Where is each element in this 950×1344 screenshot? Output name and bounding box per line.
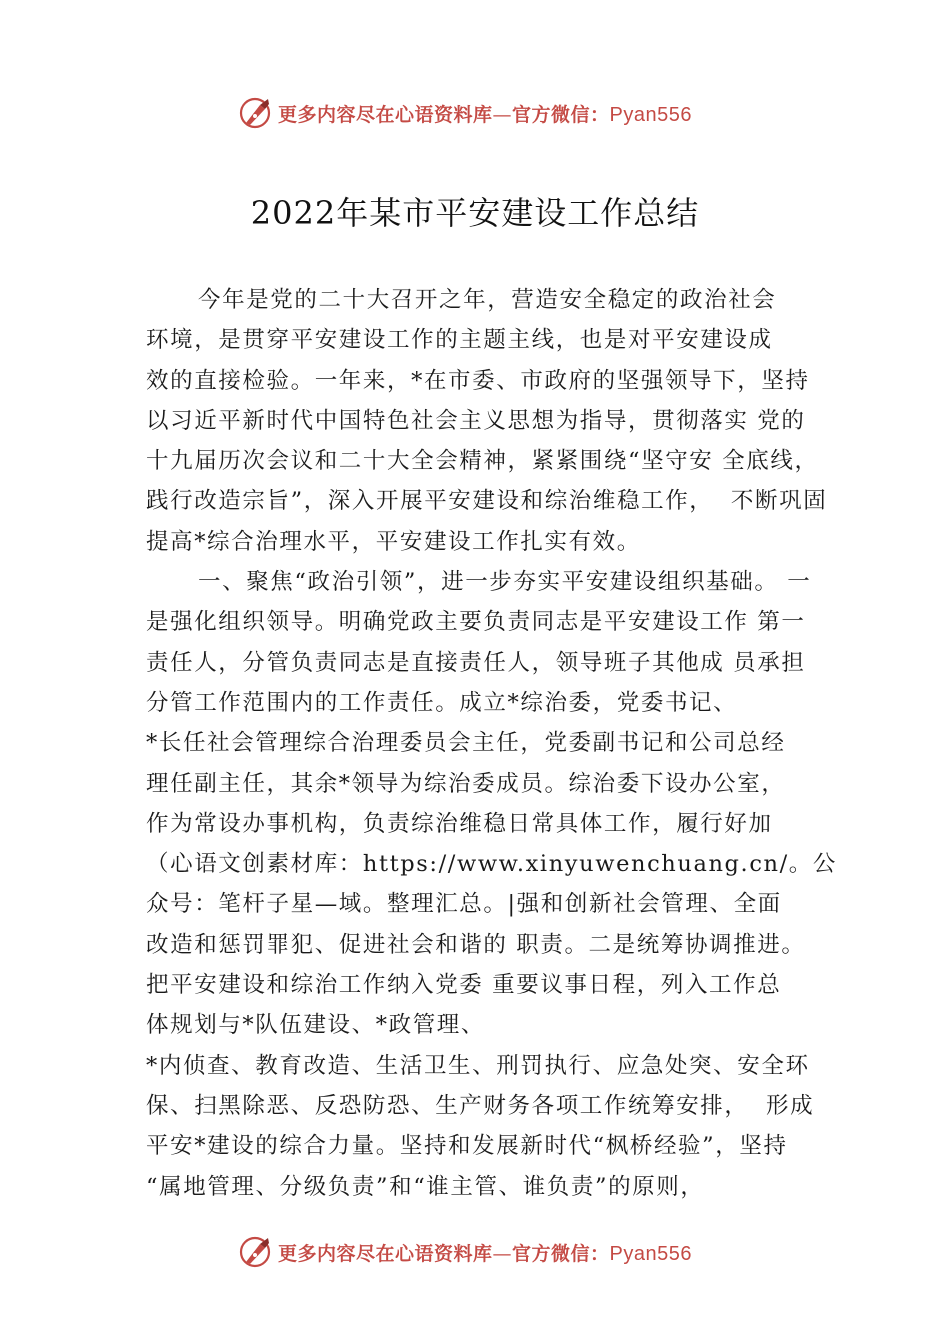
body-line: 分管工作范围内的工作责任。成立*综治委，党委书记、	[146, 689, 738, 716]
body-line: 以习近平新时代中国特色社会主义思想为指导，贯彻落实 党的	[146, 407, 806, 434]
body-line: 理任副主任，其余*领导为综治委成员。综治委下设办公室，	[146, 770, 786, 797]
footer-wechat-id: Pyan556	[609, 1242, 692, 1265]
footer-banner-separator: —	[492, 1242, 513, 1265]
header-banner-separator: —	[492, 103, 513, 126]
body-line: 十九届历次会议和二十大全会精神，紧紧围绕“坚守安 全底线，	[146, 448, 819, 475]
footer-banner	[238, 1232, 692, 1272]
header-wechat-id: Pyan556	[609, 103, 692, 126]
pen-nib-logo-icon	[238, 1234, 274, 1270]
body-line: 体规划与*队伍建设、*政管理、	[146, 1012, 486, 1039]
footer-banner-text	[278, 1239, 692, 1266]
body-line: 把平安建设和综治工作纳入党委 重要议事日程，列入工作总	[146, 972, 782, 999]
header-banner-main: 更多内容尽在心语资料库	[278, 103, 493, 126]
body-line: *内侦查、教育改造、生活卫生、刑罚执行、应急处突、安全环	[146, 1052, 810, 1079]
body-line: 提高*综合治理水平，平安建设工作扎实有效。	[146, 528, 641, 555]
body-line: 平安*建设的综合力量。坚持和发展新时代“枫桥经验”，坚持	[146, 1133, 788, 1160]
footer-banner-main: 更多内容尽在心语资料库	[278, 1242, 493, 1265]
header-banner-text	[278, 100, 692, 127]
body-line: “属地管理、分级负责”和“谁主管、谁负责”的原则，	[146, 1173, 705, 1200]
body-line: 众号：笔杆子星—域。整理汇总。|强和创新社会管理、全面	[146, 891, 782, 918]
body-line: 保、扫黑除恶、反恐防恐、生产财务各项工作统筹安排， 形成	[146, 1092, 815, 1119]
body-line: 责任人，分管负责同志是直接责任人，领导班子其他成 员承担	[146, 649, 806, 676]
body-line: 一、聚焦“政治引领”，进一步夯实平安建设组织基础。 一	[198, 569, 812, 596]
footer-wechat-label: 官方微信：	[512, 1242, 610, 1265]
body-line: （心语文创素材库：https://www.xinyuwenchuang.cn/。公	[146, 851, 837, 878]
body-line: 改造和惩罚罪犯、促进社会和谐的 职责。二是统筹协调推进。	[146, 931, 806, 958]
pen-nib-logo-icon	[238, 95, 274, 131]
header-banner	[238, 93, 692, 133]
body-line: 践行改造宗旨”，深入开展平安建设和综治维稳工作， 不断巩固	[146, 488, 828, 515]
body-line: *长任社会管理综合治理委员会主任，党委副书记和公司总经	[146, 730, 786, 757]
body-line: 效的直接检验。一年来，*在市委、市政府的坚强领导下，坚持	[146, 367, 810, 394]
document-title: 2022年某市平安建设工作总结	[250, 194, 700, 232]
header-wechat-label: 官方微信：	[512, 103, 610, 126]
body-line: 是强化组织领导。明确党政主要负责同志是平安建设工作 第一	[146, 609, 806, 636]
body-line: 作为常设办事机构，负责综治维稳日常具体工作，履行好加	[146, 810, 773, 837]
document-body	[146, 280, 846, 1207]
body-line: 环境，是贯穿平安建设工作的主题主线，也是对平安建设成	[146, 327, 773, 354]
body-line: 今年是党的二十大召开之年，营造安全稳定的政治社会	[198, 287, 777, 313]
